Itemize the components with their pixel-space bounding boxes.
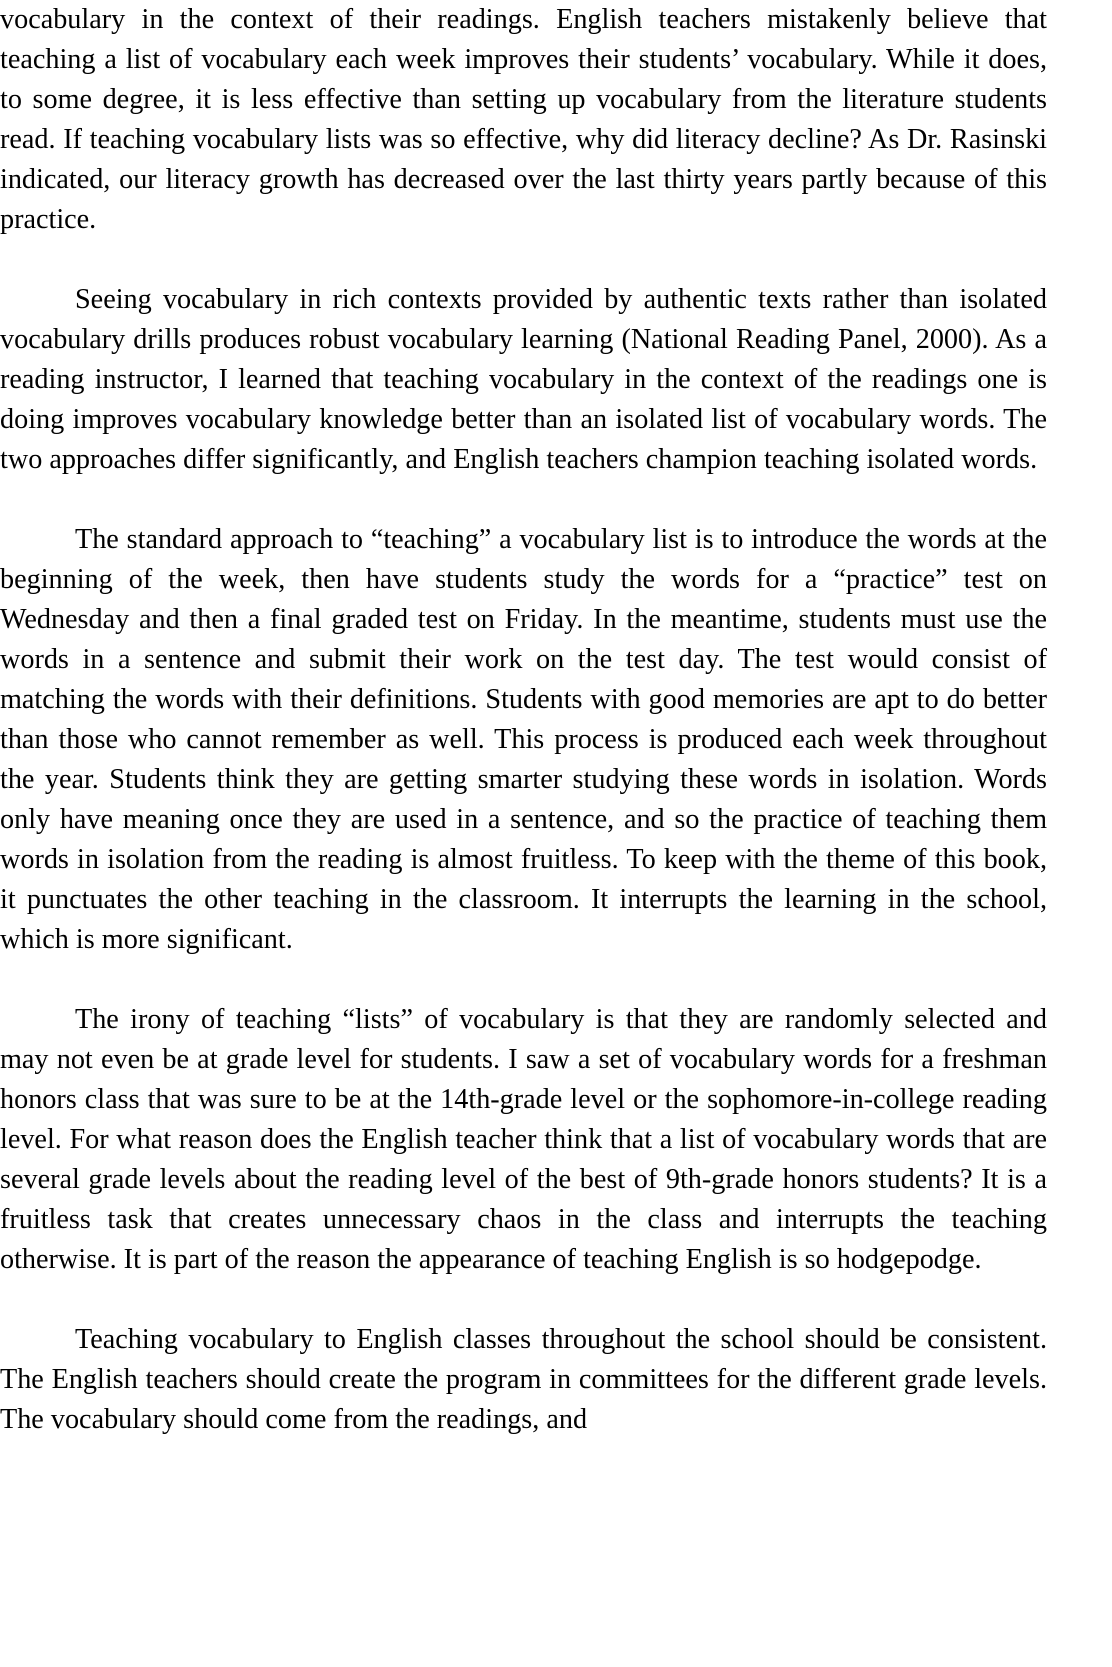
paragraph-irony-of-teaching-lists: The irony of teaching “lists” of vocabulary is that they are randomly selected and may not even be at grade level for students. I saw a set of vocabulary words for a freshman honors class that was sure to be at the 14th-grade level or the sophomore-in-college reading level. For what reason does the English teacher think that a list of vocabulary words that are several grade levels about the reading level of the best of 9th-grade honors students? It is a fruitless task that creates unnecessary chaos in the class and interrupts the teaching otherwise. It is part of the reason the appearance of teaching English is so hodgepodge. — [0, 1004, 1047, 1275]
paragraph-seeing-vocabulary-rich-contexts: Seeing vocabulary in rich contexts provided by authentic texts rather than isolated vocabulary drills produces robust vocabulary learning (National Reading Panel, 2000). As a reading instructor, I learned that teaching vocabulary in the context of the readings one is doing improves vocabulary knowledge better than an isolated list of vocabulary words. The two approaches differ significantly, and English teachers champion teaching isolated words. — [0, 284, 1047, 475]
paragraph-teaching-vocabulary-consistent: Teaching vocabulary to English classes throughout the school should be consistent. The English teachers should create the program in committees for the different grade levels. The vocabulary should come from the readings, and — [0, 1324, 1047, 1435]
paragraph-standard-approach-teaching-list: The standard approach to “teaching” a vocabulary list is to introduce the words at the beginning of the week, then have students study the words for a “practice” test on Wednesday and then a final graded test on Friday. In the meantime, students must use the words in a sentence and submit their work on the test day. The test would consist of matching the words with their definitions. Students with good memories are apt to do better than those who cannot remember as well. This process is produced each week throughout the year. Students think they are getting smarter studying these words in isolation. Words only have meaning once they are used in a sentence, and so the practice of teaching them words in isolation from the reading is almost fruitless. To keep with the theme of this book, it punctuates the other teaching in the classroom. It interrupts the learning in the school, which is more significant. — [0, 524, 1047, 955]
paragraph-vocabulary-context: vocabulary in the context of their readings. English teachers mistakenly believe that teaching a list of vocabulary each week improves their students’ vocabulary. While it does, to some degree, it is less effective than setting up vocabulary from the literature students read. If teaching vocabulary lists was so effective, why did literacy decline? As Dr. Rasinski indicated, our literacy growth has decreased over the last thirty years partly because of this practice. — [0, 4, 1047, 235]
